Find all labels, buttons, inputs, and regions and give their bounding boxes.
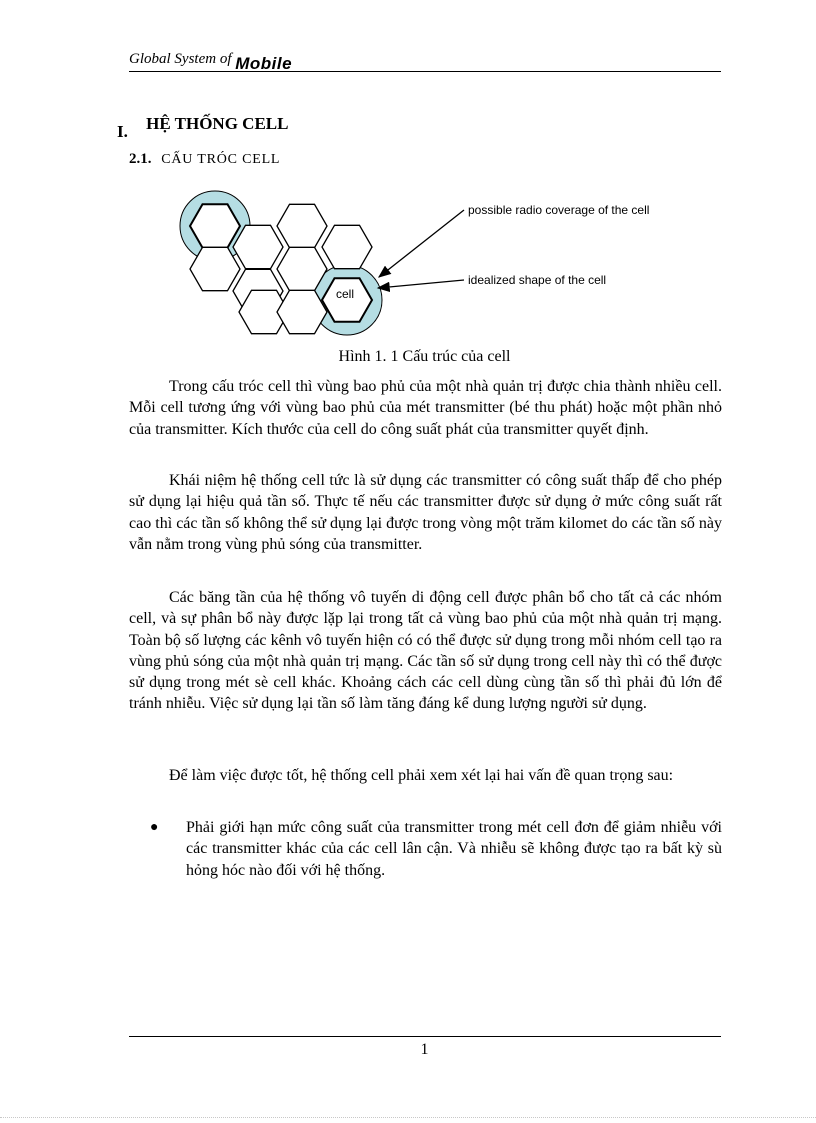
hex-grid <box>180 191 382 335</box>
subsection-heading <box>129 151 280 168</box>
header-rule <box>129 71 721 72</box>
section-title: HỆ THỐNG CELL <box>146 114 289 133</box>
paragraph-1: Trong cấu tróc cell thì vùng bao phủ của một nhà quản trị được chia thành nhiều cell. Mỗi cell tương ứng với vùng bao phủ của mét transmitter (bé thu phát) hoặc một phần nhỏ của transmitter. Kích thước của cell do công suất phát của transmitter quyết định. <box>129 378 722 438</box>
figure-caption: Hình 1. 1 Cấu trúc của cell <box>338 348 511 365</box>
section-number: I. <box>117 122 128 141</box>
page-edge-divider <box>0 1117 816 1118</box>
paragraph-4: Để làm việc được tốt, hệ thống cell phải xem xét lại hai vấn đề quan trọng sau: <box>169 767 674 784</box>
cell-structure-figure <box>176 190 676 340</box>
section-heading <box>117 114 289 141</box>
shape-annotation: idealized shape of the cell <box>468 273 607 287</box>
coverage-arrow <box>379 210 464 277</box>
hex-cell <box>277 204 327 247</box>
coverage-annotation: possible radio coverage of the cell <box>468 203 650 217</box>
running-header <box>129 48 293 73</box>
paragraph-3: Các băng tần của hệ thống vô tuyến di động cell được phân bổ cho tất cả các nhóm cell, và sự phân bổ này được lặp lại trong tất cả vùng bao phủ của một nhà quản trị mạng. Toàn bộ số lượng các kênh vô tuyến hiện có có thể được sử dụng trong mỗi nhóm cell tạo ra vùng phủ sóng của một nhà quản trị mạng. Các tần số sử dụng trong cell này thì có thể được sử dụng trong mét sè cell khác. Khoảng cách các cell dùng cùng tần số thì phải đủ lớn để tránh nhiễu. Việc sử dụng lại tần số làm tăng đáng kể dung lượng người sử dụng. <box>129 589 722 713</box>
subsection-title: CẤU TRÓC CELL <box>161 152 281 167</box>
footer-rule <box>129 1036 721 1037</box>
subsection-number: 2.1. <box>129 151 152 167</box>
paragraph-2: Khái niệm hệ thống cell tức là sử dụng các transmitter có công suất thấp để cho phép sử dụng lại hiệu quả tần số. Thực tế nếu các transmitter được sử dụng ở mức công suất rất cao thì các tần số không thể sử dụng lại được trong vòng một trăm kilomet do các tần số này vẫn nằm trong vùng phủ sóng của transmitter. <box>129 472 722 553</box>
header-emphasis: Mobile <box>235 54 293 73</box>
header-prefix: Global System of <box>129 51 232 67</box>
cell-label: cell <box>336 287 355 301</box>
hex-cell <box>322 225 372 268</box>
bullet-dot-icon: ● <box>150 820 159 835</box>
list-item: Phải giới hạn mức công suất của transmitter trong mét cell đơn để giảm nhiễu với các transmitter khác của các cell lân cận. Và nhiễu sẽ không được tạo ra bất kỳ sù hỏng hóc nào đối với hệ thống. <box>186 819 722 879</box>
page-number: 1 <box>420 1041 429 1058</box>
shape-arrow <box>378 280 464 288</box>
bullet-list <box>150 817 722 881</box>
